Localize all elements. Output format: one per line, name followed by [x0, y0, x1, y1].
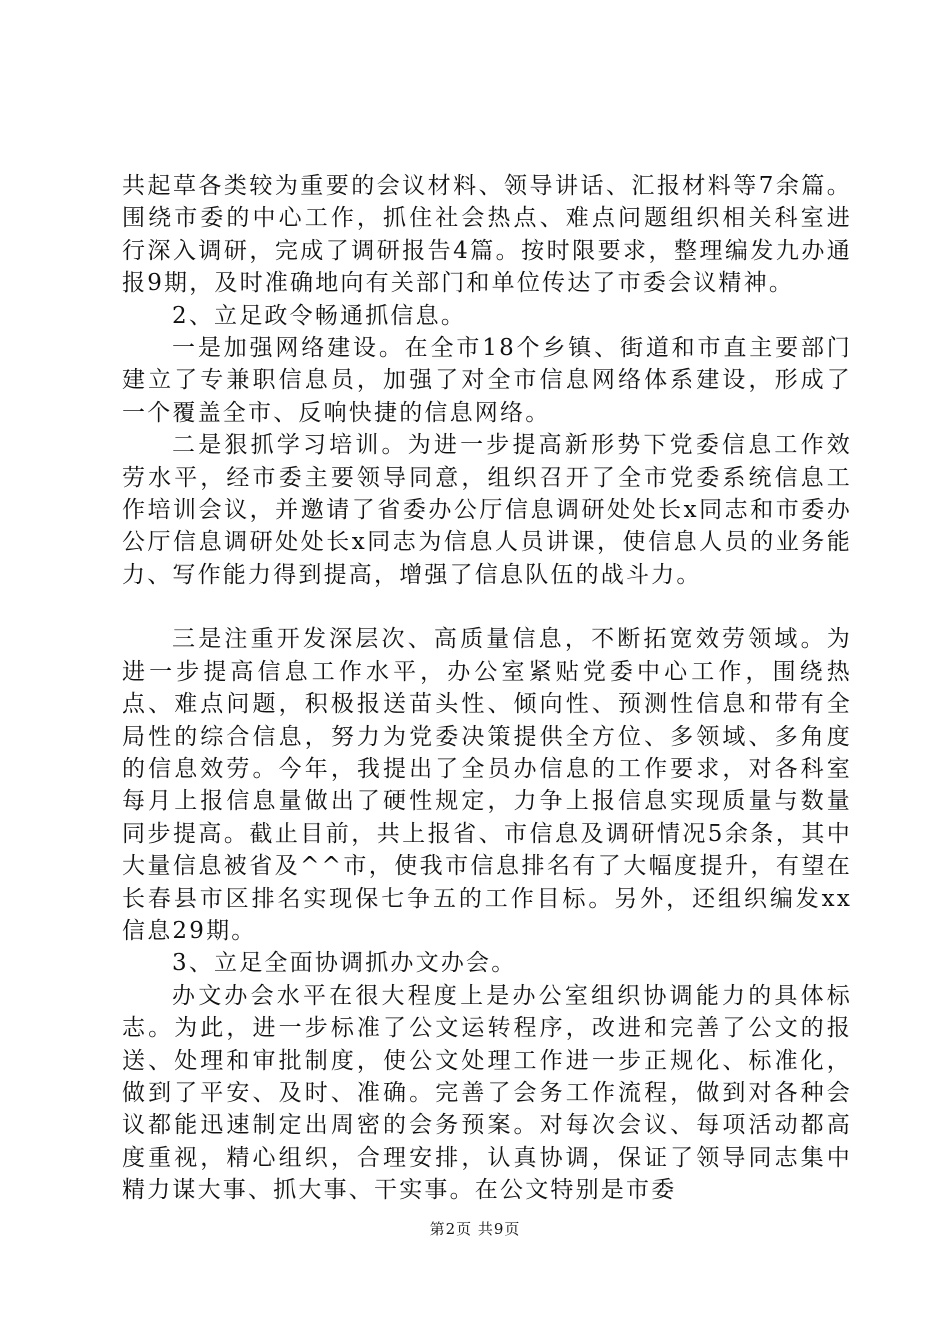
paragraph-continued: 共起草各类较为重要的会议材料、领导讲话、汇报材料等7余篇。围绕市委的中心工作，抓住社会热点、难点问题组织相关科室进行深入调研，完成了调研报告4篇。按时限要求，整理编发九办通报9期，及时准确地向有关部门和单位传达了市委会议精神。	[122, 173, 852, 297]
document-body	[122, 170, 852, 1207]
paragraph-network: 一是加强网络建设。在全市18个乡镇、街道和市直主要部门建立了专兼职信息员，加强了对全市信息网络体系建设，形成了一个覆盖全市、反响快捷的信息网络。	[122, 335, 852, 426]
paragraph-training: 二是狠抓学习培训。为进一步提高新形势下党委信息工作效劳水平，经市委主要领导同意，组织召开了全市党委系统信息工作培训会议，并邀请了省委办公厅信息调研处处长x同志和市委办公厅信息调研处处长x同志为信息人员讲课，使信息人员的业务能力、写作能力得到提高，增强了信息队伍的战斗力。	[122, 432, 852, 588]
page-number: 第2页 共9页	[429, 1220, 521, 1238]
paragraph-documents-meetings: 办文办会水平在很大程度上是办公室组织协调能力的具体标志。为此，进一步标准了公文运转程序，改进和完善了公文的报送、处理和审批制度，使公文处理工作进一步正规化、标准化，做到了平安、及时、准确。完善了会务工作流程，做到对各种会议都能迅速制定出周密的会务预案。对每次会议、每项活动都高度重视，精心组织，合理安排，认真协调，保证了领导同志集中精力谋大事、抓大事、干实事。在公文特别是市委	[122, 982, 852, 1204]
section-heading-2: 2、立足政令畅通抓信息。	[172, 302, 467, 329]
paragraph-deep-info: 三是注重开发深层次、高质量信息，不断拓宽效劳领域。为进一步提高信息工作水平，办公室紧贴党委中心工作，围绕热点、难点问题，积极报送苗头性、倾向性、预测性信息和带有全局性的综合信息，努力为党委决策提供全方位、多领域、多角度的信息效劳。今年，我提出了全员办信息的工作要求，对各科室每月上报信息量做出了硬性规定，力争上报信息实现质量与数量同步提高。截止目前，共上报省、市信息及调研情况5余条，其中大量信息被省及^^市，使我市信息排名有了大幅度提升，有望在长春县市区排名实现保七争五的工作目标。另外，还组织编发xx信息29期。	[122, 626, 852, 944]
section-heading-3: 3、立足全面协调抓办文办会。	[172, 950, 517, 977]
page-footer	[0, 1218, 950, 1239]
